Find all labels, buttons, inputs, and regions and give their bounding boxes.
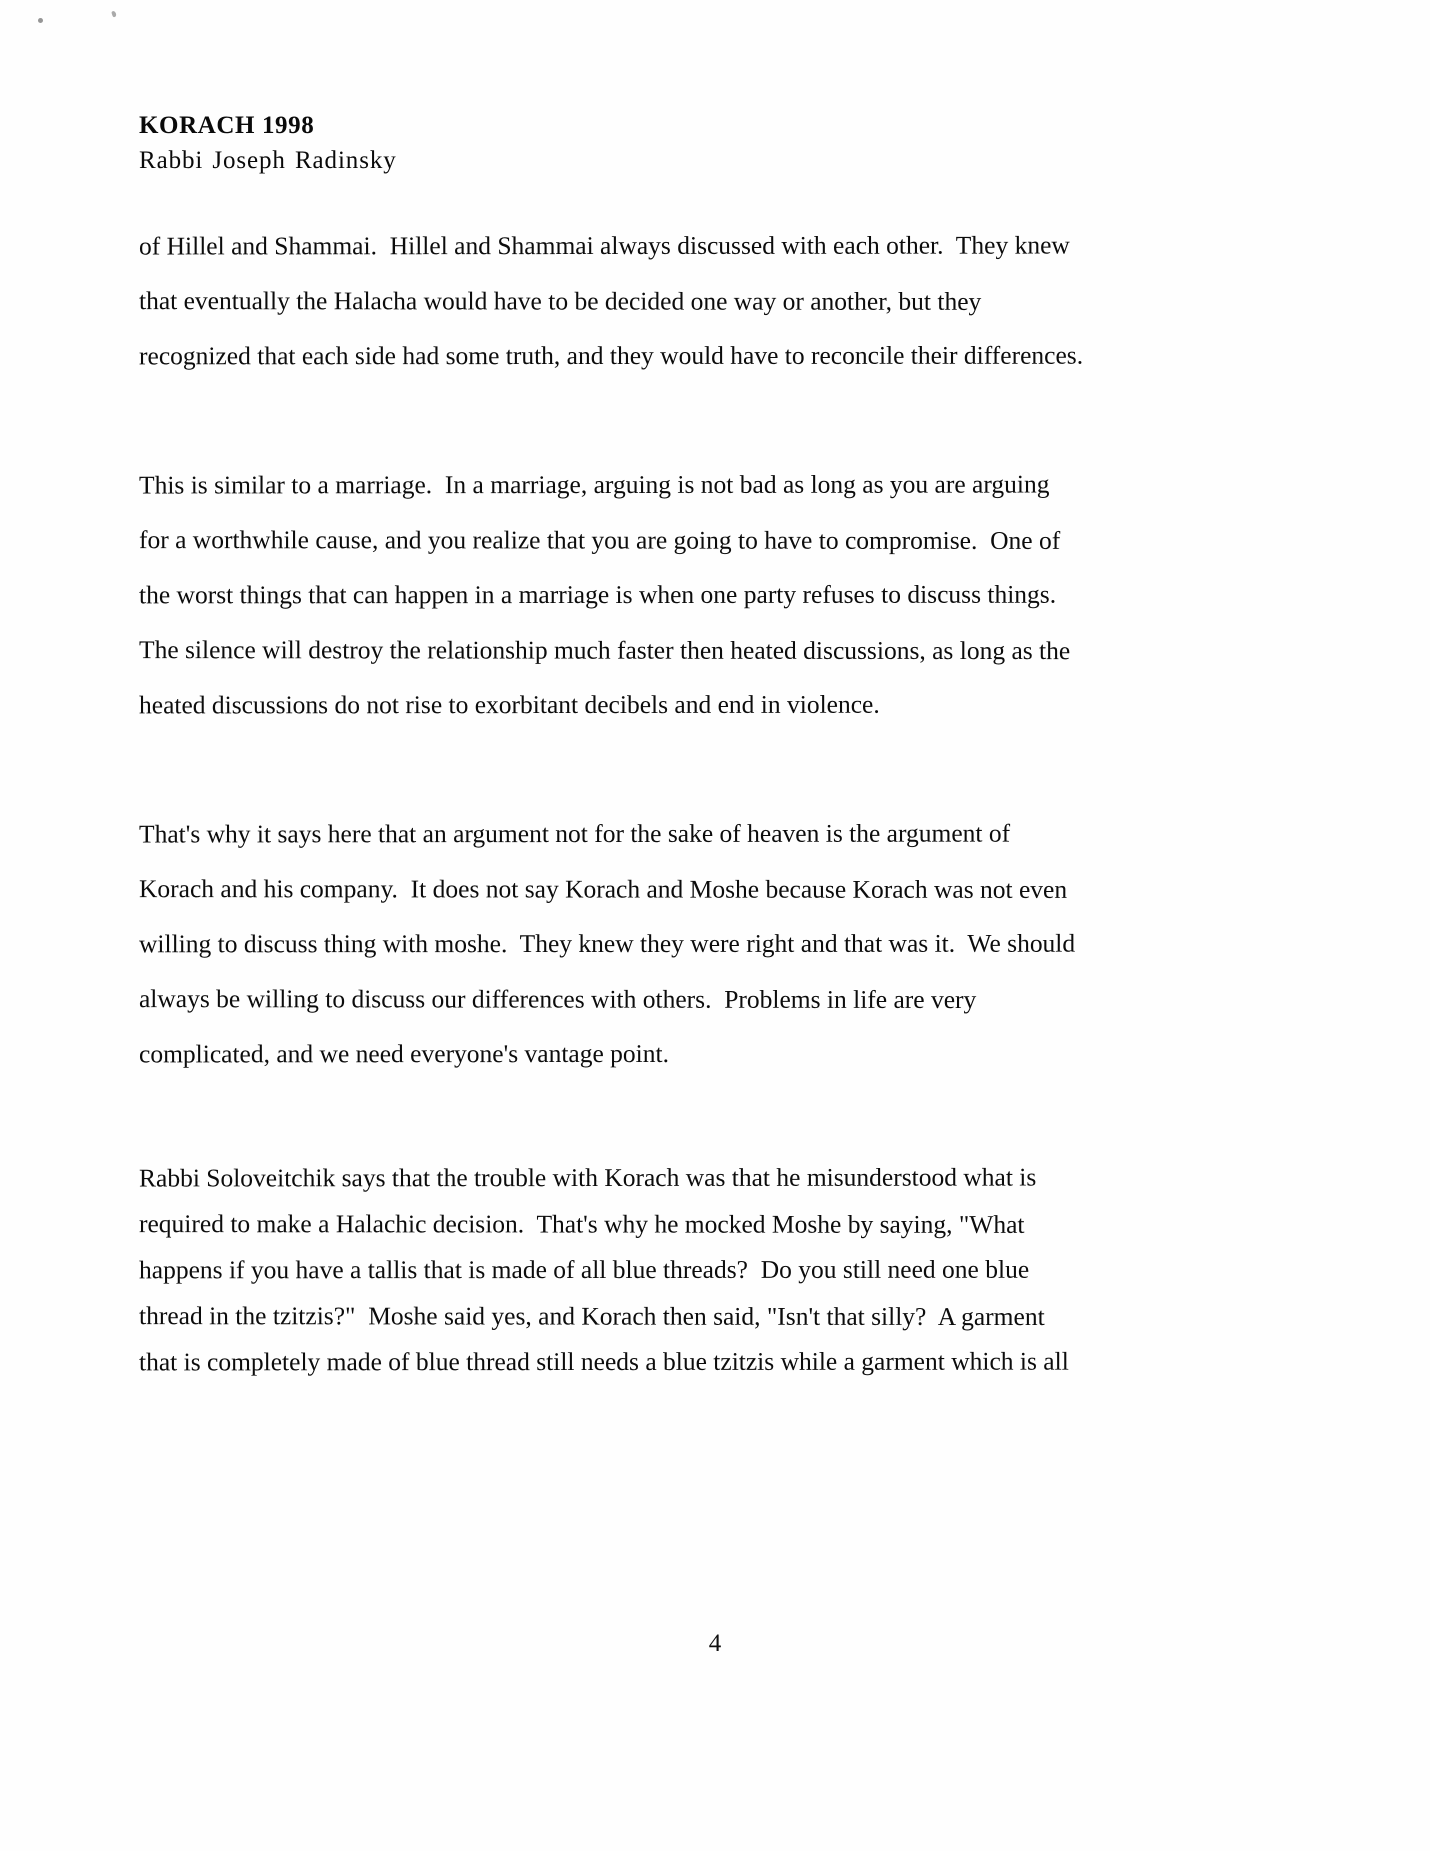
text-line: the worst things that can happen in a marriage is when one party refuses to discuss things. [138, 579, 1057, 610]
text-line: for a worthwhile cause, and you realize that you are going to have to compromise. One of [138, 525, 1061, 555]
text-line: This is similar to a marriage. In a marriage, arguing is not bad as long as you are arguing [138, 469, 1050, 500]
text-line: That's why it says here that an argument not for the sake of heaven is the argument of [138, 818, 1011, 849]
paragraph-spacer [139, 1125, 1059, 1155]
document-body [138, 108, 1084, 1429]
text-line: thread in the tzitzis?" Moshe said yes, and Korach then said, "Isn't that silly? A garment [138, 1301, 1045, 1332]
text-line: always be willing to discuss our differences with others. Problems in life are very [138, 984, 977, 1014]
text-line: heated discussions do not rise to exorbitant decibels and end in violence. [138, 689, 880, 720]
page-number: 4 [708, 1630, 722, 1657]
paragraph [138, 457, 1071, 732]
text-line: Rabbi Soloveitchik says that the trouble with Korach was that he misunderstood what is [138, 1162, 1037, 1193]
text-line: happens if you have a tallis that is made of all blue threads? Do you still need one blue [138, 1254, 1030, 1285]
text-line: willing to discuss thing with moshe. They knew they were right and that was it. We should [138, 928, 1076, 959]
paragraph [138, 806, 1076, 1081]
text-line: complicated, and we need everyone's vantage point. [138, 1038, 669, 1069]
paragraph [138, 1155, 1069, 1385]
text-line: that is completely made of blue thread still needs a blue tzitzis while a garment which is all [138, 1346, 1069, 1377]
text-line: recognized that each side had some truth, and they would have to reconcile their differences. [138, 340, 1084, 371]
text-line: Korach and his company. It does not say Korach and Moshe because Korach was not even [138, 874, 1068, 904]
text-line: of Hillel and Shammai. Hillel and Shammai always discussed with each other. They knew [138, 230, 1070, 261]
document-heading [139, 108, 1059, 178]
document-author: Rabbi Joseph Radinsky [139, 147, 397, 174]
paragraph-spacer [139, 776, 1059, 806]
page-title: KORACH 1998 [139, 112, 315, 139]
paragraph [138, 218, 1084, 383]
text-line: required to make a Halachic decision. That's why he mocked Moshe by saying, "What [138, 1209, 1025, 1239]
text-line: that eventually the Halacha would have to be decided one way or another, but they [138, 286, 982, 316]
paragraph-spacer [139, 427, 1059, 457]
text-line: The silence will destroy the relationship much faster then heated discussions, as long as the [138, 635, 1071, 666]
scan-speck-icon [38, 18, 43, 23]
scan-speck-icon [111, 11, 117, 18]
